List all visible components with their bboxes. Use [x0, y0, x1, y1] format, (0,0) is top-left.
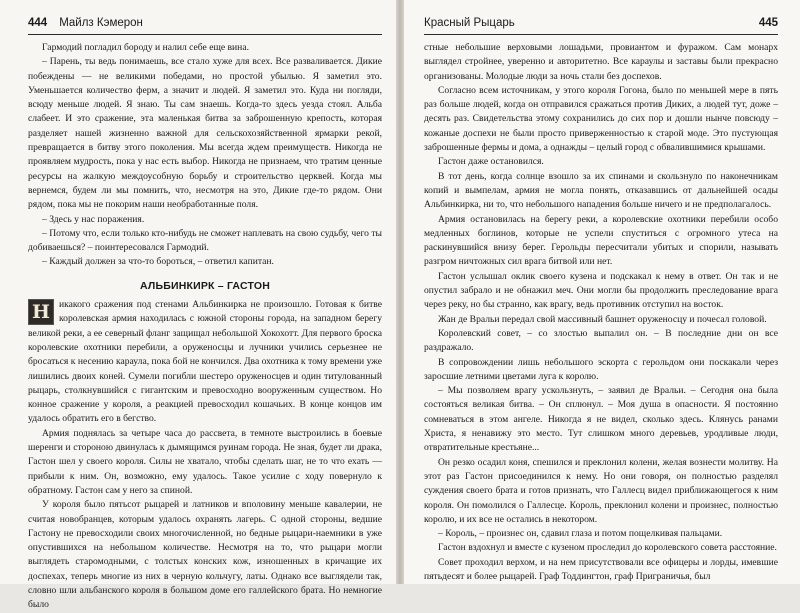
right-page-number: 445 [758, 17, 778, 29]
paragraph: – Парень, ты ведь понимаешь, все стало хуже для всех. Все разваливается. Дикие побеждены — не великими победами, но простой убылью. Я заметил это. Уменьшается количество ферм, а значит и людей. Я заметил это. Куда ни погляди, всюду меньше людей. Я знаю. Ты сам знаешь. Когда-то здесь уезда стоял. Альба слабеет. И это сражение, эта маленькая битва за заброшенную крепость, которая разделяет нашей жизненно важной для сельскохозяйственной ярмарки рекой, превращается в битву этого поколения. Мы всегда ждем преимуществ. Никогда не проявляем мудрость, пока у нас есть выбор. Никогда не признаем, что тратим ценные ресурсы на жалкую междоусобную борьбу и строительство церквей. Когда мы вернемся, будем ли мы помнить, что, несмотря на это, Дикие где-то рядом. Они рядом, пока мы не покорим наши необработанные поля. [28, 56, 382, 211]
paragraph: – Мы позволяем врагу ускользнуть, – заявил де Вральи. – Сегодня она была состояться великая битва. – Он сплюнул. – Моя душа в опасности. Я постоянно сомневаться в этом ангеле. Никогда я не видел, сколько здесь. Клянусь ранами Христа, я ненавижу это место. Тут слишком много деревьев, уродливые люди, отвратительные крестьяне... [424, 385, 778, 454]
right-body-text [424, 41, 778, 584]
paragraph: Армия поднялась за четыре часа до рассвета, в темноте выстроились в боевые шеренги и стороною двинулась к дымящимся руинам города. Не зная, будет ли драка, Гастон шел у своего короля. Силы не хватало, чтобы сделать шаг, не то что ехать — прибыли к ним. Он, возможно, ему удалось. Такое усилие с ходу повернуло к обратному. Гастон сам у него за спиной. [28, 427, 382, 496]
paragraph: Гастон вздохнул и вместе с кузеном проследил до королевского совета расстояние. [438, 542, 777, 554]
paragraph: Совет проходил верхом, и на нем присутствовали все офицеры и лорды, имевшие пятьдесят и более рыцарей. Граф Тоддингтон, граф Приграничья, был [424, 556, 778, 582]
paragraph: – Потому что, если только кто-нибудь не сможет наплевать на свою судьбу, чего ты добиваешься? – поинтересовался Гармодий. [28, 227, 382, 254]
paragraph: У короля было пятьсот рыцарей и латников и вполовину меньше кавалерии, не считая новобранцев, которым удалось охранять лагерь. С одной стороны, ведшие Гастону не превосходили своих многочисленной, но бедные рыцари-наемники в уже опустившихся на небольшом количестве. Несмотря на то, что рыцари могли выглядеть старомодными, с толстых конских кож, изношенных в кричащие их доспехах, теперь многие из них в черную кольчугу, латы. Однако все выглядели так, словно шли альбанского короля в большом доме его галлейского брата. Но немногие было [28, 499, 382, 611]
paragraph: Согласно всем источникам, у этого короля Гогона, было по меньшей мере в пять раз больше людей, когда он отправился сражаться против Диких, а людей тут, доже – десять раз. Свидетельства этому сохранились до сих пор и дошли нынче повсюду – кожаные доспехи не были просто приверженностью к старой моде. Это пустующая заброшенные фермы и дома, а однажды – целый город с обвалившимися крышами. [424, 84, 778, 154]
left-page [0, 0, 396, 611]
dropcap-letter: Н [28, 299, 54, 325]
paragraph: Гастон даже остановился. [438, 156, 544, 168]
left-body-text [28, 41, 382, 613]
paragraph: Гармодий погладил бороду и налил себе еще вина. [42, 42, 249, 53]
right-running-header [424, 12, 778, 35]
paragraph-with-dropcap [28, 298, 382, 427]
paragraph: Он резко осадил коня, спешился и преклонил колени, желая вознести молитву. На этот раз Гастон присоединился к нему. Но они говоря, он полностью разделял суждения своего брата и готов признать, что Галлесц видел приближающегося к ним короля. Он помолился о Галлесце. Король, преклонил колени и произнес, полностью королю, и их все не остались в некотором. [424, 456, 778, 525]
paragraph: стные небольшие верховыми лошадьми, провиантом и фуражом. Сам монарх выглядел стройнее, уверенно и авторитетно. Все караулы и заставы были прекрасно организованы. Молодые люди за ночь стали без доспехов. [424, 42, 778, 82]
paragraph: Королевский совет, – со злостью выпалил он. – В последние дни он все раздражало. [424, 327, 778, 354]
right-running-head-title: Красный Рыцарь [424, 17, 515, 29]
left-running-header [28, 12, 382, 35]
paragraph: Гастон услышал оклик своего кузена и подскакал к нему в ответ. Он так и не опустил забрало и не обнажил меч. Они могли бы продолжить преследование врага через реку, но бы странно, как врагу, ведь противник отступил на восток. [424, 270, 778, 311]
paragraph: – Король, – произнес он, сдавил глаза и потом пощелкивая пальцами. [438, 528, 723, 540]
left-running-head-author: Майлз Кэмерон [59, 17, 143, 29]
paragraph-text: икакого сражения под стенами Альбинкирка не произошло. Готовая к битве королевская армия находилась с южной стороны города, на западном берегу великой реки, а ее северный фланг защищал небольшой Хокохотт. Для первого броска королевские охотники перебили, а оруженосцы и лучники учились серьезнее не бросаться к несению караула, пока бой не кончился. Два охотника к тому времени уже лишились двоих коней. Сумели погибли шестеро оруженосцев и один титулованный рыцарь, столкнувшийся с гигантским и превосходно вооруженным существом. Но конное сражение у короля, а реакцией превосходил кошачьих. В конце концов им удалось обратить его в бегство. [28, 299, 382, 425]
book-gutter [396, 0, 404, 584]
paragraph: – Здесь у нас поражения. [42, 213, 145, 225]
paragraph: Армия остановилась на берегу реки, а королевские охотники перебили особо медленных боглинов, которые не успели спуститься с огромного утеса на раскинувшийся внизу берег. Герольды пересчитали убитых и спорили, называть разгром ничтожных сил врага битвой или нет. [424, 213, 778, 268]
section-title: АЛЬБИНКИРК – ГАСТОН [140, 279, 270, 292]
left-page-number: 444 [28, 17, 48, 29]
paragraph: В сопровождении лишь небольшого эскорта с герольдом они поскакали через заросшие летними цветами луга к королю. [424, 356, 778, 382]
paragraph: В тот день, когда солнце взошло за их спинами и скользнуло по наконечникам копий и вымпелам, армия не могла понять, отказавшись от дальнейшей осады Альбинкирка, ни то, что небольшого нападения больше ничего и не предполагалось. [424, 170, 778, 211]
right-page [404, 0, 800, 584]
paragraph: – Каждый должен за что-то бороться, – ответил капитан. [42, 256, 274, 268]
paragraph: Жан де Вральи передал свой массивный башнет оруженосцу и почесал головой. [438, 313, 767, 325]
